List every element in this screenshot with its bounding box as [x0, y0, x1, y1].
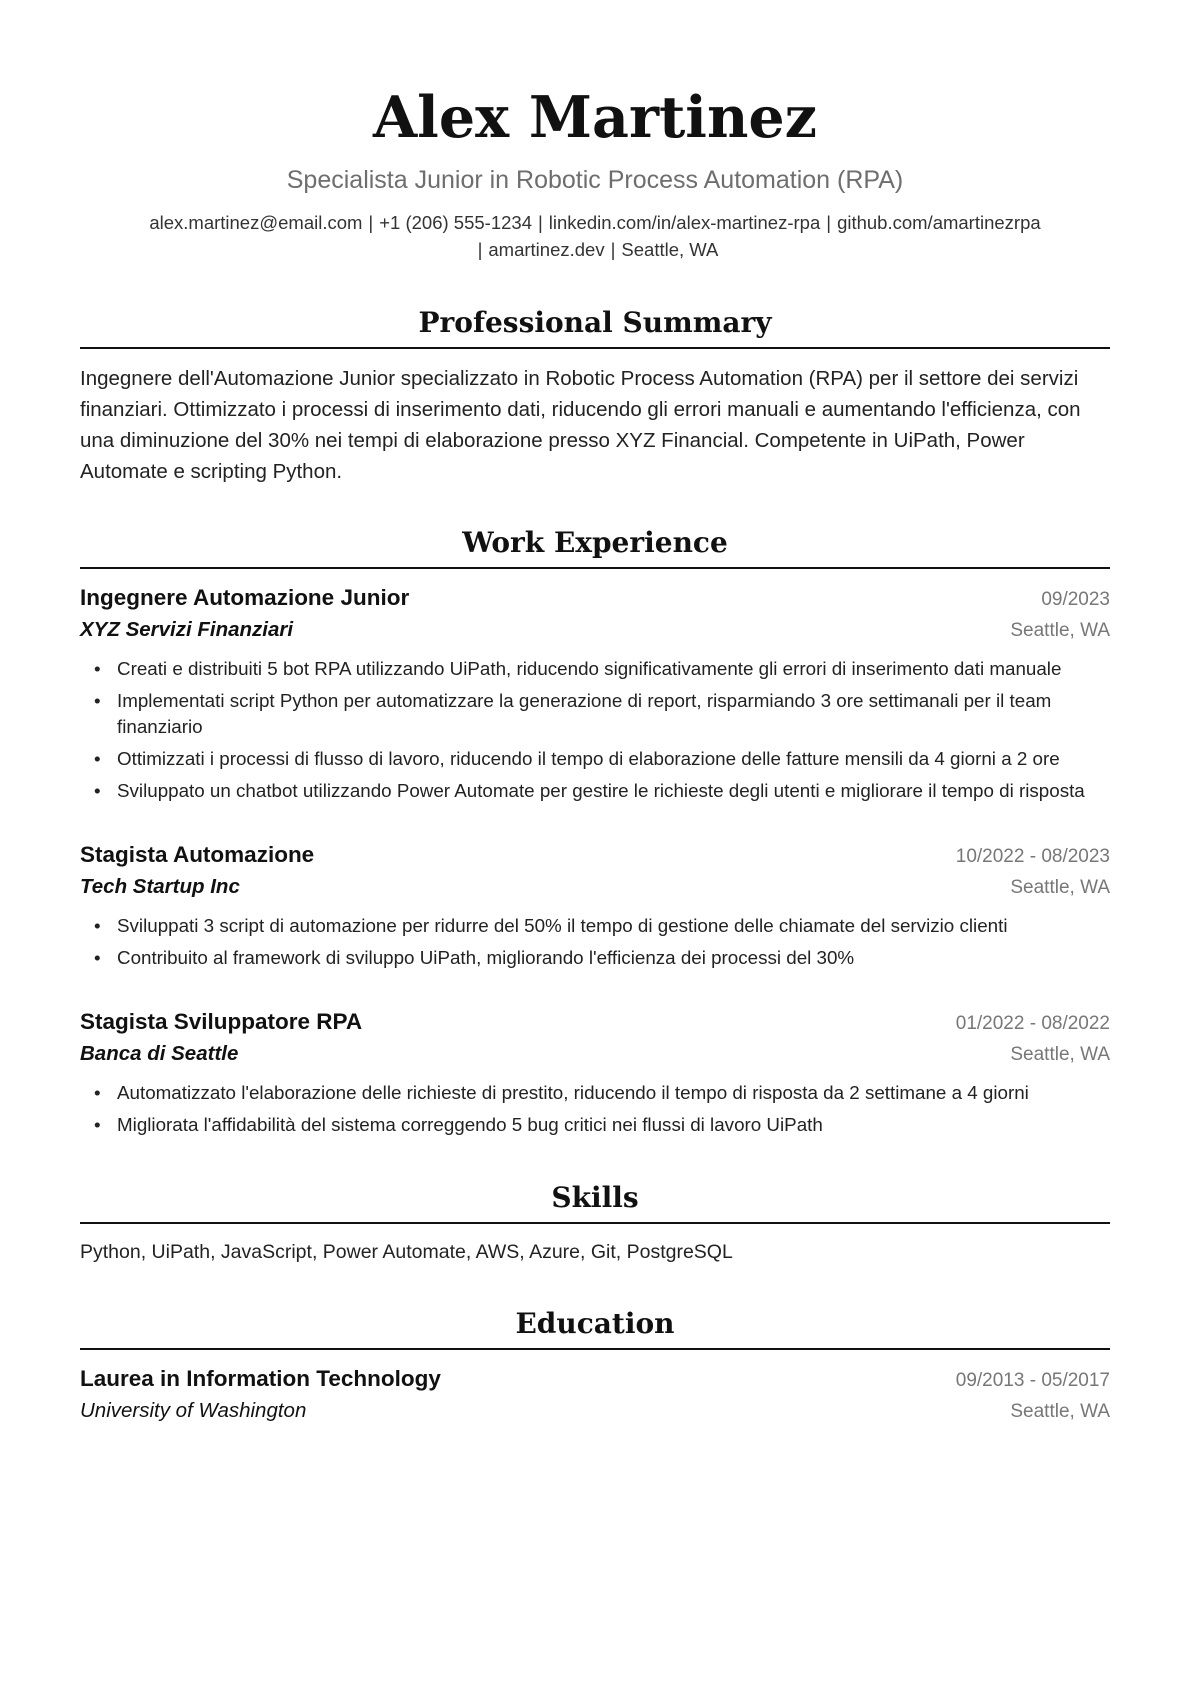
- job-entry: [80, 583, 1110, 804]
- bullet-icon: •: [94, 1114, 101, 1135]
- job-entry: [80, 1007, 1110, 1138]
- work-section: [80, 525, 1110, 1138]
- summary-heading: Professional Summary: [80, 305, 1110, 349]
- job-entry: [80, 840, 1110, 971]
- bullet-icon: •: [94, 780, 101, 801]
- job-bullets: [80, 656, 1110, 804]
- job-dates: 01/2022 - 08/2022: [955, 1013, 1110, 1034]
- contact-phone[interactable]: +1 (206) 555-1234: [379, 212, 532, 233]
- job-location: Seattle, WA: [1010, 620, 1110, 641]
- job-bullet-text: Migliorata l'affidabilità del sistema correggendo 5 bug critici nei flussi di lavoro UiPath: [117, 1114, 823, 1135]
- summary-text: Ingegnere dell'Automazione Junior specializzato in Robotic Process Automation (RPA) per il settore dei servizi finanziari. Ottimizzato i processi di inserimento dati, riducendo gli errori manuali e aumentando l'efficienza, con una diminuzione del 30% nei tempi di elaborazione presso XYZ Financial. Competente in UiPath, Power Automate e scripting Python.: [80, 367, 1081, 483]
- job-bullet: [80, 746, 1110, 772]
- job-bullet: [80, 913, 1110, 939]
- contact-linkedin[interactable]: linkedin.com/in/alex-martinez-rpa: [548, 212, 821, 233]
- job-title: Ingegnere Automazione Junior: [80, 585, 410, 610]
- contact-website[interactable]: amartinez.dev: [488, 239, 605, 260]
- skills-list: Python, UiPath, JavaScript, Power Automate, AWS, Azure, Git, PostgreSQL: [80, 1241, 733, 1263]
- job-title: Stagista Automazione: [80, 842, 315, 867]
- contact-line: [80, 209, 1110, 263]
- contact-separator: |: [368, 212, 374, 233]
- job-bullet: [80, 688, 1110, 740]
- job-dates: 10/2022 - 08/2023: [955, 846, 1110, 867]
- job-bullet: [80, 945, 1110, 971]
- job-location: Seattle, WA: [1010, 1044, 1110, 1065]
- education-heading: Education: [80, 1306, 1110, 1350]
- job-bullet-text: Implementati script Python per automatizzare la generazione di report, risparmiando 3 ore settimanali per il team finanziario: [117, 690, 1052, 737]
- candidate-name: Alex Martinez: [372, 84, 818, 151]
- skills-section: [80, 1180, 1110, 1266]
- job-bullets: [80, 1080, 1110, 1138]
- contact-separator: |: [537, 212, 543, 233]
- job-bullet-text: Creati e distribuiti 5 bot RPA utilizzando UiPath, riducendo significativamente gli errori di inserimento dati manuale: [117, 658, 1062, 679]
- job-company: Tech Startup Inc: [80, 875, 240, 898]
- education-school: University of Washington: [80, 1399, 307, 1422]
- summary-section: [80, 305, 1110, 487]
- education-location: Seattle, WA: [1010, 1401, 1110, 1422]
- job-bullet-text: Ottimizzati i processi di flusso di lavoro, riducendo il tempo di elaborazione delle fatture mensili da 4 giorni a 2 ore: [117, 748, 1060, 769]
- job-bullets: [80, 913, 1110, 971]
- bullet-icon: •: [94, 947, 101, 968]
- job-bullet-text: Sviluppati 3 script di automazione per ridurre del 50% il tempo di gestione delle chiamate del servizio clienti: [117, 915, 1008, 936]
- job-company: Banca di Seattle: [80, 1042, 239, 1065]
- bullet-icon: •: [94, 658, 101, 679]
- job-bullet: [80, 1112, 1110, 1138]
- education-degree: Laurea in Information Technology: [80, 1366, 441, 1391]
- job-bullet: [80, 778, 1110, 804]
- job-company: XYZ Servizi Finanziari: [80, 618, 294, 641]
- contact-separator: |: [477, 239, 483, 260]
- bullet-icon: •: [94, 915, 101, 936]
- contact-location: Seattle, WA: [621, 239, 719, 260]
- job-title: Stagista Sviluppatore RPA: [80, 1009, 363, 1034]
- contact-github[interactable]: github.com/amartinezrpa: [837, 212, 1041, 233]
- job-bullet-text: Sviluppato un chatbot utilizzando Power Automate per gestire le richieste degli utenti e migliorare il tempo di risposta: [117, 780, 1085, 801]
- education-section: [80, 1306, 1110, 1427]
- contact-email[interactable]: alex.martinez@email.com: [149, 212, 363, 233]
- contact-separator: |: [610, 239, 616, 260]
- education-dates: 09/2013 - 05/2017: [955, 1370, 1110, 1391]
- job-bullet: [80, 656, 1110, 682]
- job-bullet: [80, 1080, 1110, 1106]
- job-location: Seattle, WA: [1010, 877, 1110, 898]
- bullet-icon: •: [94, 690, 101, 711]
- bullet-icon: •: [94, 748, 101, 769]
- job-bullet-text: Automatizzato l'elaborazione delle richieste di prestito, riducendo il tempo di risposta da 2 settimane a 4 giorni: [117, 1082, 1029, 1103]
- contact-separator: |: [826, 212, 832, 233]
- job-dates: 09/2023: [1041, 589, 1110, 610]
- job-bullet-text: Contribuito al framework di sviluppo UiPath, migliorando l'efficienza dei processi del 30%: [117, 947, 855, 968]
- skills-heading: Skills: [80, 1180, 1110, 1224]
- candidate-title: Specialista Junior in Robotic Process Automation (RPA): [286, 166, 904, 194]
- work-heading: Work Experience: [80, 525, 1110, 569]
- bullet-icon: •: [94, 1082, 101, 1103]
- education-entry: [80, 1364, 1110, 1427]
